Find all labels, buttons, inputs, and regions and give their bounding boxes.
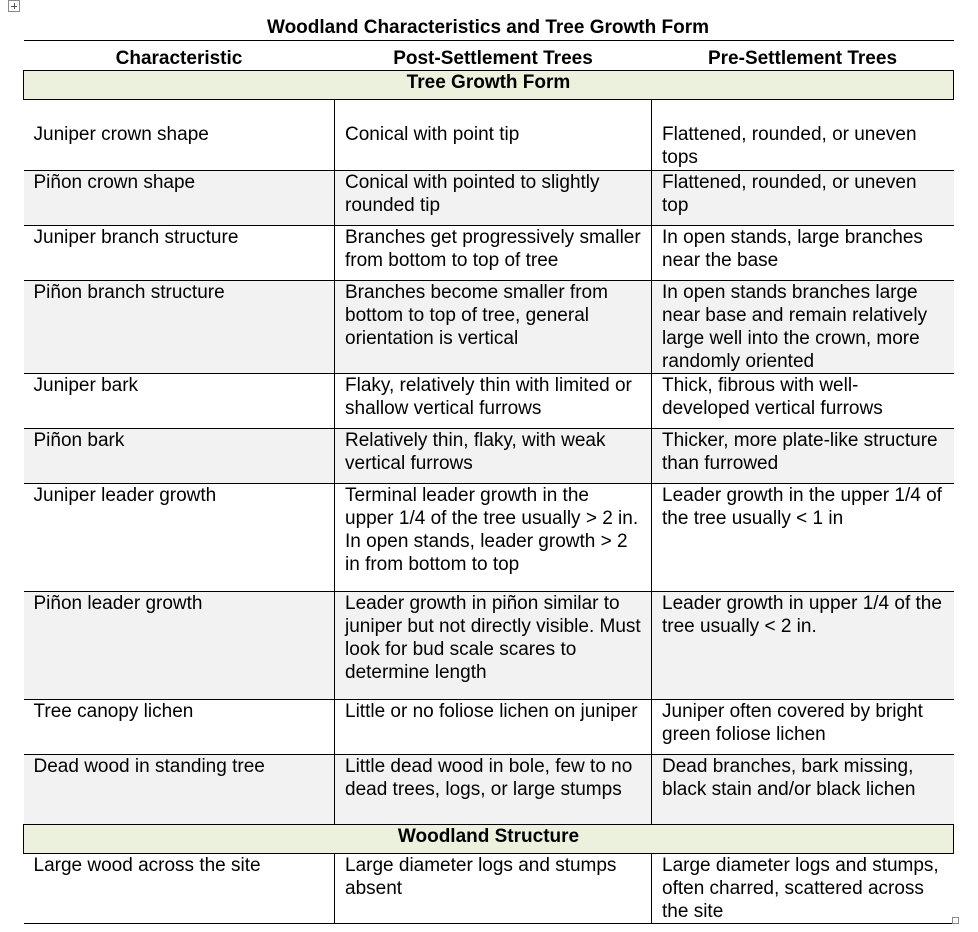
table-row [24,374,954,429]
column-header: Pre-Settlement Trees [652,41,954,71]
header-row [24,41,954,71]
cell-pre-settlement: In open stands, large branches near the base [652,226,954,281]
table-title: Woodland Characteristics and Tree Growth Form [266,17,709,38]
cell-post-settlement: Branches become smaller from bottom to top of tree, general orientation is vertical [335,281,652,374]
cell-characteristic: Juniper crown shape [24,100,335,171]
cell-characteristic: Tree canopy lichen [24,700,335,755]
column-header: Characteristic [24,41,335,71]
cell-characteristic: Large wood across the site [24,854,335,924]
cell-post-settlement: Little or no foliose lichen on juniper [335,700,652,755]
cell-pre-settlement: Juniper often covered by bright green foliose lichen [652,700,954,755]
section-title: Woodland Structure [24,825,954,854]
cell-pre-settlement: Flattened, rounded, or uneven top [652,171,954,226]
cell-characteristic: Juniper bark [24,374,335,429]
cell-post-settlement: Branches get progressively smaller from bottom to top of tree [335,226,652,281]
cell-characteristic: Piñon branch structure [24,281,335,374]
characteristics-table [23,40,954,924]
cell-post-settlement: Conical with pointed to slightly rounded tip [335,171,652,226]
section-row [24,71,954,100]
cell-pre-settlement: In open stands branches large near base and remain relatively large well into the crown, more randomly oriented [652,281,954,374]
cell-pre-settlement: Thicker, more plate-like structure than furrowed [652,429,954,484]
table-row [24,226,954,281]
cell-pre-settlement: Dead branches, bark missing, black stain and/or black lichen [652,755,954,825]
table-row [24,100,954,171]
cell-characteristic: Piñon bark [24,429,335,484]
cell-characteristic: Juniper leader growth [24,484,335,592]
cell-post-settlement: Flaky, relatively thin with limited or shallow vertical furrows [335,374,652,429]
table-row [24,281,954,374]
cell-characteristic: Juniper branch structure [24,226,335,281]
table-row [24,592,954,700]
cell-pre-settlement: Leader growth in upper 1/4 of the tree usually < 2 in. [652,592,954,700]
table-move-handle[interactable] [8,0,20,12]
cell-post-settlement: Little dead wood in bole, few to no dead trees, logs, or large stumps [335,755,652,825]
cell-post-settlement: Conical with point tip [335,100,652,171]
table-row [24,171,954,226]
table-resize-handle[interactable] [952,917,959,924]
cell-characteristic: Piñon leader growth [24,592,335,700]
table-row [24,755,954,825]
cell-pre-settlement: Leader growth in the upper 1/4 of the tree usually < 1 in [652,484,954,592]
cell-post-settlement: Relatively thin, flaky, with weak vertical furrows [335,429,652,484]
cell-pre-settlement: Large diameter logs and stumps, often charred, scattered across the site [652,854,954,924]
cell-post-settlement: Terminal leader growth in the upper 1/4 of the tree usually > 2 in. In open stands, leader growth > 2 in from bottom to top [335,484,652,592]
table-row [24,700,954,755]
column-header: Post-Settlement Trees [335,41,652,71]
cell-post-settlement: Leader growth in piñon similar to juniper but not directly visible. Must look for bud scale scares to determine length [335,592,652,700]
cell-characteristic: Dead wood in standing tree [24,755,335,825]
cell-characteristic: Piñon crown shape [24,171,335,226]
table-row [24,854,954,924]
cell-post-settlement: Large diameter logs and stumps absent [335,854,652,924]
table-row [24,484,954,592]
cell-pre-settlement: Thick, fibrous with well-developed vertical furrows [652,374,954,429]
section-title: Tree Growth Form [24,71,954,100]
cell-pre-settlement: Flattened, rounded, or uneven tops [652,100,954,171]
section-row [24,825,954,854]
table-row [24,429,954,484]
